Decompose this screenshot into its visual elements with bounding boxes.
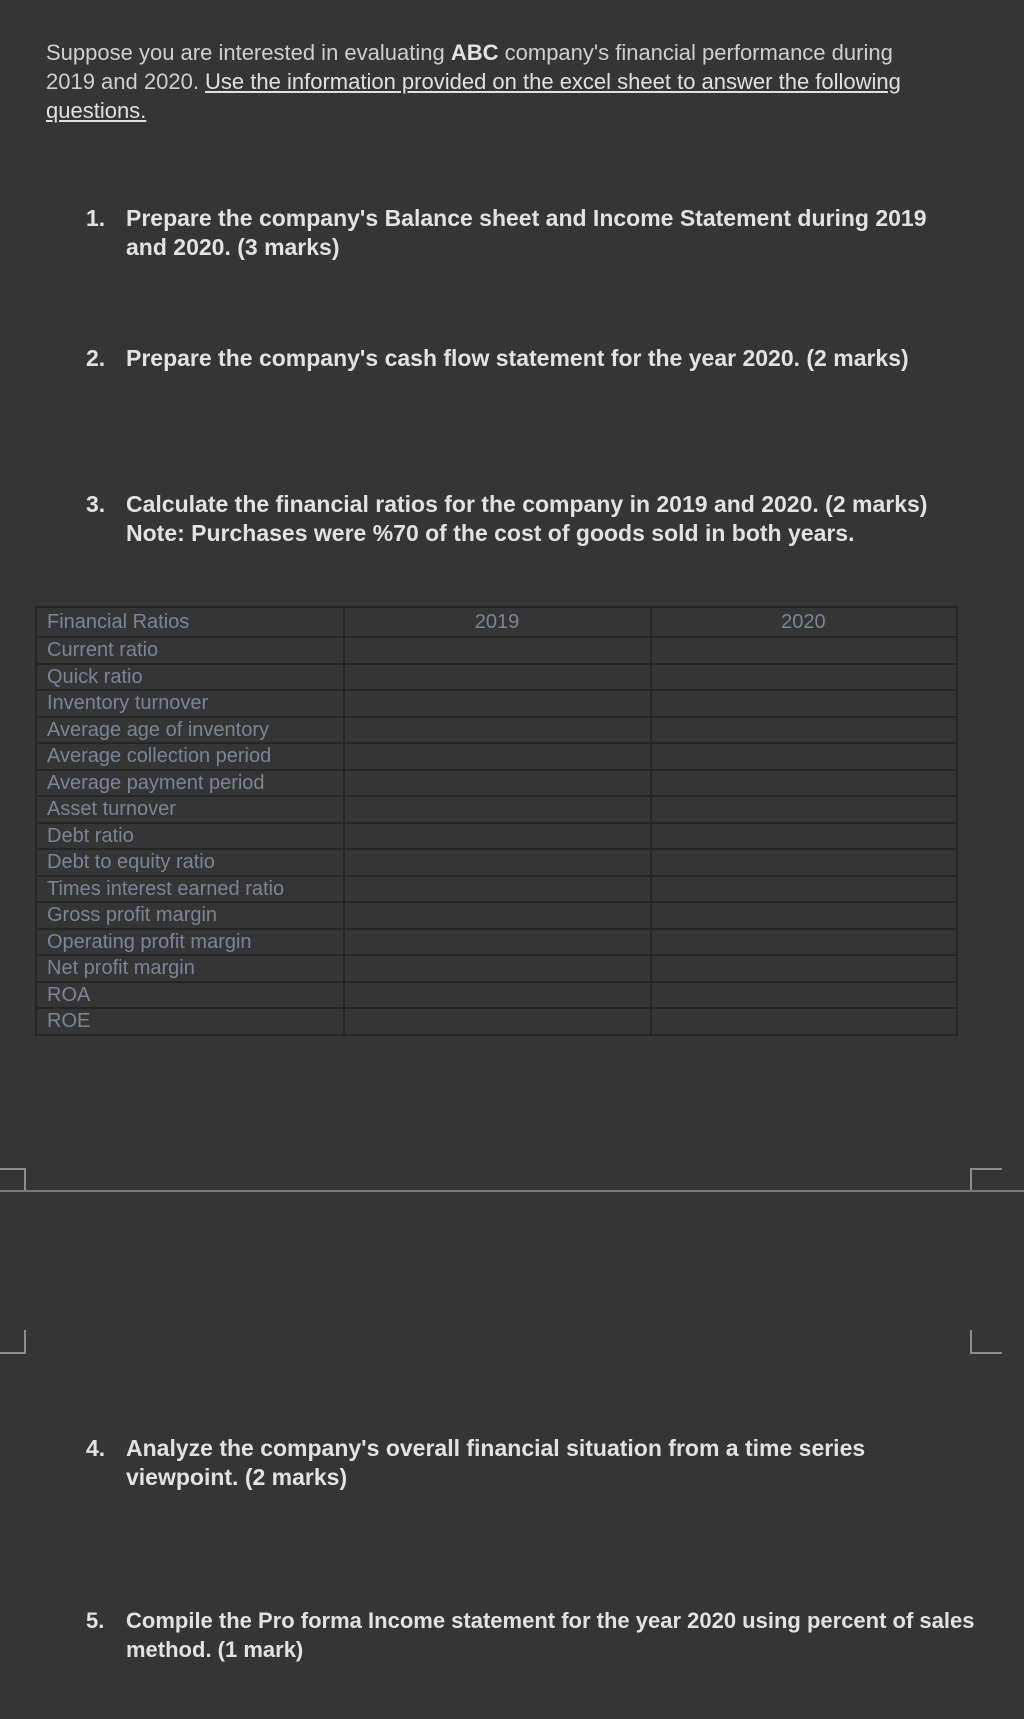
table-row (36, 743, 957, 770)
value-cell-2019[interactable] (344, 717, 650, 744)
page-corner-marker (0, 1168, 26, 1192)
value-cell-2019[interactable] (344, 849, 650, 876)
page-corner-marker (0, 1330, 26, 1354)
value-cell-2019[interactable] (344, 690, 650, 717)
ratio-name: Debt ratio (36, 823, 344, 850)
intro-paragraph (46, 38, 946, 125)
question-number: 2. (86, 345, 106, 371)
financial-ratios-table (35, 606, 958, 1036)
table-header-row (36, 607, 957, 637)
value-cell-2020[interactable] (651, 955, 957, 982)
question-2 (86, 344, 946, 373)
value-cell-2019[interactable] (344, 770, 650, 797)
value-cell-2020[interactable] (651, 690, 957, 717)
ratio-name: Asset turnover (36, 796, 344, 823)
ratio-name: ROE (36, 1008, 344, 1035)
table-row (36, 955, 957, 982)
intro-instruction-link: Use the information provided on the excel sheet to answer the following questions. (46, 69, 901, 123)
ratio-name: Current ratio (36, 637, 344, 664)
value-cell-2019[interactable] (344, 955, 650, 982)
question-text: Prepare the company's cash flow statement for the year 2020. (2 marks) (126, 345, 909, 371)
value-cell-2019[interactable] (344, 1008, 650, 1035)
value-cell-2019[interactable] (344, 637, 650, 664)
value-cell-2020[interactable] (651, 743, 957, 770)
question-text: Prepare the company's Balance sheet and Income Statement during 2019 and 2020. (3 marks) (126, 205, 927, 260)
ratio-name: Average payment period (36, 770, 344, 797)
ratio-name: Average age of inventory (36, 717, 344, 744)
value-cell-2019[interactable] (344, 929, 650, 956)
value-cell-2020[interactable] (651, 929, 957, 956)
value-cell-2020[interactable] (651, 849, 957, 876)
table-row (36, 902, 957, 929)
table-row (36, 1008, 957, 1035)
value-cell-2020[interactable] (651, 796, 957, 823)
question-4 (86, 1434, 966, 1492)
ratio-name: Inventory turnover (36, 690, 344, 717)
value-cell-2019[interactable] (344, 982, 650, 1009)
ratio-name: Net profit margin (36, 955, 344, 982)
value-cell-2019[interactable] (344, 796, 650, 823)
value-cell-2019[interactable] (344, 902, 650, 929)
value-cell-2020[interactable] (651, 902, 957, 929)
table-row (36, 876, 957, 903)
table-row (36, 823, 957, 850)
question-3 (86, 490, 966, 548)
question-number: 5. (86, 1608, 105, 1633)
header-2019: 2019 (344, 607, 650, 637)
ratio-name: ROA (36, 982, 344, 1009)
table-row (36, 717, 957, 744)
table-row (36, 637, 957, 664)
ratio-name: Average collection period (36, 743, 344, 770)
table-row (36, 982, 957, 1009)
ratio-name: Operating profit margin (36, 929, 344, 956)
value-cell-2020[interactable] (651, 823, 957, 850)
value-cell-2020[interactable] (651, 1008, 957, 1035)
question-number: 4. (86, 1435, 106, 1461)
question-note: Note: Purchases were %70 of the cost of goods sold in both years. (126, 520, 855, 546)
value-cell-2019[interactable] (344, 823, 650, 850)
value-cell-2019[interactable] (344, 664, 650, 691)
question-number: 1. (86, 205, 106, 231)
value-cell-2020[interactable] (651, 664, 957, 691)
question-text: Analyze the company's overall financial situation from a time series viewpoint. (2 marks) (126, 1435, 866, 1490)
header-2020: 2020 (651, 607, 957, 637)
value-cell-2019[interactable] (344, 876, 650, 903)
ratio-name: Debt to equity ratio (36, 849, 344, 876)
ratio-name: Quick ratio (36, 664, 344, 691)
page-corner-marker (970, 1168, 1002, 1192)
value-cell-2020[interactable] (651, 770, 957, 797)
table-row (36, 796, 957, 823)
question-1 (86, 204, 966, 262)
table-row (36, 690, 957, 717)
page-break-divider (0, 1190, 1024, 1192)
header-financial-ratios: Financial Ratios (36, 607, 344, 637)
question-5 (86, 1606, 986, 1664)
value-cell-2020[interactable] (651, 982, 957, 1009)
intro-text-1: Suppose you are interested in evaluating (46, 40, 451, 65)
question-text: Calculate the financial ratios for the company in 2019 and 2020. (2 marks) (126, 491, 928, 517)
table-row (36, 929, 957, 956)
ratio-name: Times interest earned ratio (36, 876, 344, 903)
intro-text-2: company's financial performance during 2019 and 2020. (46, 40, 893, 94)
value-cell-2019[interactable] (344, 743, 650, 770)
page-corner-marker (970, 1330, 1002, 1354)
question-number: 3. (86, 491, 106, 517)
ratio-name: Gross profit margin (36, 902, 344, 929)
table-row (36, 849, 957, 876)
value-cell-2020[interactable] (651, 876, 957, 903)
value-cell-2020[interactable] (651, 637, 957, 664)
question-text: Compile the Pro forma Income statement for the year 2020 using percent of sales method. (1 mark) (126, 1608, 975, 1662)
table-row (36, 664, 957, 691)
value-cell-2020[interactable] (651, 717, 957, 744)
company-name: ABC (450, 40, 499, 65)
table-row (36, 770, 957, 797)
